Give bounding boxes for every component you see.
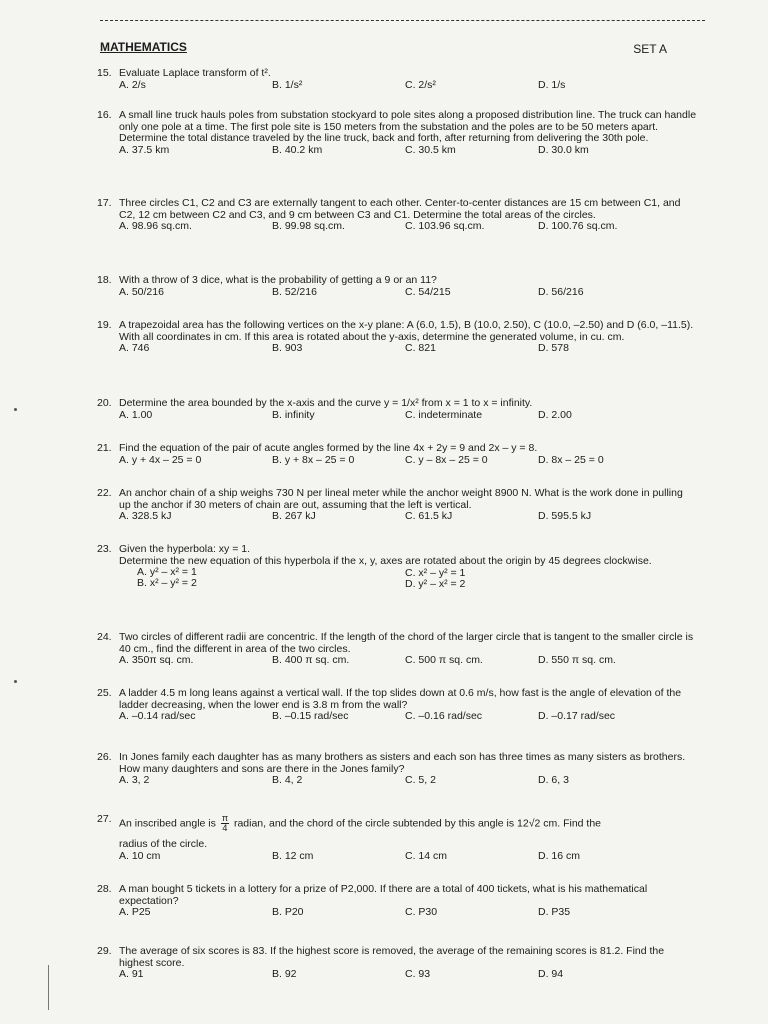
page-header [100, 40, 705, 58]
set-label: SET A [633, 42, 667, 56]
option-c: C. indeterminate [405, 408, 483, 421]
option-d: D. y² – x² = 2 [405, 578, 466, 590]
top-dashed-rule [100, 20, 705, 21]
options [119, 80, 697, 92]
option-a: A. 2/s [119, 78, 146, 91]
option-c: C. 821 [405, 342, 436, 354]
option-b: B. 92 [272, 968, 297, 980]
option-d: D. 8x – 25 = 0 [538, 453, 604, 466]
question-number: 28. [97, 883, 112, 895]
scan-speck [14, 408, 17, 411]
question-text-pre: An inscribed angle is [119, 817, 216, 830]
subject-title: MATHEMATICS [100, 40, 187, 54]
option-a: A. 50/216 [119, 285, 164, 298]
options [119, 969, 697, 981]
question-24 [97, 632, 697, 667]
question-number: 23. [97, 543, 112, 555]
options [119, 145, 697, 157]
option-b: B. 400 π sq. cm. [272, 654, 350, 666]
scan-speck [14, 680, 17, 683]
option-c: C. –0.16 rad/sec [405, 710, 483, 722]
question-text: A man bought 5 tickets in a lottery for a prize of P2,000. If there are a total of 400 tickets, what is his mathematical expectation? [119, 883, 648, 907]
option-d: D. 2.00 [538, 408, 572, 421]
option-c: C. 93 [405, 968, 431, 980]
question-text: A small line truck hauls poles from substation stockyard to pole sites along a proposed distribution line. The truck can handle only one pole at a time. The first pole site is 150 meters from the substation and the poles are to be 50 meters apart. Determine the total distance traveled by the line truck, back and forth, after returning from delivering the 30th pole. [119, 109, 697, 144]
option-a: A. 350π sq. cm. [119, 654, 194, 666]
option-a: A. –0.14 rad/sec [119, 710, 196, 722]
option-d: D. 16 cm [538, 849, 581, 862]
option-a: A. 10 cm [119, 849, 161, 862]
option-a: A. 37.5 km [119, 143, 170, 156]
option-c: C. x² – y² = 1 [405, 567, 466, 579]
question-25 [97, 688, 697, 723]
question-27 [97, 814, 697, 863]
option-d: D. 550 π sq. cm. [538, 654, 616, 666]
question-text: An anchor chain of a ship weighs 730 N per lineal meter while the anchor weight 8900 N. What is the work done in pulling up the anchor if 30 meters of chain are out, assuming that the left is vertical. [119, 487, 683, 511]
scan-margin-line [48, 965, 49, 1010]
option-a: A. 91 [119, 968, 144, 980]
options [119, 775, 697, 787]
options [119, 410, 697, 422]
question-number: 17. [97, 197, 112, 209]
option-d: D. 1/s [538, 78, 566, 91]
option-b: B. P20 [272, 906, 304, 918]
option-c: C. P30 [405, 906, 438, 918]
question-text: A trapezoidal area has the following vertices on the x-y plane: A (6.0, 1.5), B (10.0, 2.50), C (10.0, –2.50) and D (6.0, –11.5). With all coordinates in cm. If this area is rotated about the y-axis, determine the generated volume, in cu. cm. [119, 319, 694, 343]
option-b: B. infinity [272, 408, 315, 421]
option-a: A. 746 [119, 342, 150, 354]
question-text-continued: Determine the new equation of this hyperbola if the x, y, axes are rotated about the origin by 45 degrees clockwise. [119, 554, 652, 567]
option-c: C. 30.5 km [405, 143, 456, 156]
options [119, 343, 697, 355]
question-19 [97, 320, 697, 355]
question-number: 18. [97, 274, 112, 286]
options [119, 221, 697, 233]
question-29 [97, 946, 697, 981]
option-c: C. 103.96 sq.cm. [405, 220, 485, 232]
question-text: The average of six scores is 83. If the highest score is removed, the average of the remaining scores is 81.2. Find the highest score. [119, 945, 665, 969]
options [119, 907, 697, 919]
options [119, 455, 697, 467]
option-c: C. 2/s² [405, 78, 436, 91]
option-b: B. x² – y² = 2 [137, 577, 197, 589]
options [119, 287, 697, 299]
option-b: B. 903 [272, 342, 303, 354]
option-b: B. –0.15 rad/sec [272, 710, 349, 722]
options [137, 567, 697, 589]
question-15 [97, 68, 697, 92]
question-text: With a throw of 3 dice, what is the probability of getting a 9 or an 11? [119, 274, 437, 286]
option-c: C. 500 π sq. cm. [405, 654, 483, 666]
options [119, 511, 697, 523]
question-number: 25. [97, 687, 112, 699]
option-a: A. 3, 2 [119, 774, 150, 786]
option-b: B. 40.2 km [272, 143, 323, 156]
question-23 [97, 544, 697, 589]
option-a: A. y + 4x – 25 = 0 [119, 453, 202, 466]
question-28 [97, 884, 697, 919]
option-d: D. 595.5 kJ [538, 510, 592, 522]
question-number: 21. [97, 442, 112, 454]
option-d: D. 30.0 km [538, 143, 589, 156]
question-text: Two circles of different radii are concentric. If the length of the chord of the larger circle that is tangent to the smaller circle is 40 cm., find the different in area of the two circles. [119, 631, 694, 655]
question-number: 16. [97, 109, 112, 121]
options [119, 655, 697, 667]
question-text: In Jones family each daughter has as many brothers as sisters and each son has three times as many sisters as brothers. How many daughters and sons are there in the Jones family? [119, 751, 686, 775]
question-18 [97, 275, 697, 299]
options [119, 851, 697, 863]
question-text: A ladder 4.5 m long leans against a vertical wall. If the top slides down at 0.6 m/s, how fast is the angle of elevation of the ladder decreasing, when the lower end is 3.8 m from the wall? [119, 687, 682, 711]
option-b: B. 52/216 [272, 285, 317, 298]
option-c: C. 61.5 kJ [405, 510, 453, 522]
options [119, 711, 697, 723]
option-b: B. 1/s² [272, 78, 303, 91]
option-c: C. 5, 2 [405, 774, 436, 786]
option-b: B. 99.98 sq.cm. [272, 220, 345, 232]
question-text: Given the hyperbola: xy = 1. [119, 543, 251, 555]
option-d: D. 56/216 [538, 285, 584, 298]
option-b: B. 12 cm [272, 849, 314, 862]
question-text-post: radian, and the chord of the circle subtended by this angle is 12√2 cm. Find the [233, 817, 602, 830]
question-number: 20. [97, 397, 112, 409]
question-number: 26. [97, 751, 112, 763]
option-d: D. 578 [538, 342, 569, 354]
question-20 [97, 398, 697, 422]
option-a: A. y² – x² = 1 [137, 566, 197, 578]
option-b: B. y + 8x – 25 = 0 [272, 453, 355, 466]
question-number: 22. [97, 487, 112, 499]
fraction-pi-over-4: $\frac{\pi}{4}$ [221, 813, 229, 833]
option-c: C. 54/215 [405, 285, 451, 298]
question-number: 15. [97, 67, 112, 79]
question-16 [97, 110, 697, 157]
option-c: C. y – 8x – 25 = 0 [405, 453, 488, 466]
option-a: A. P25 [119, 906, 151, 918]
question-26 [97, 752, 697, 787]
question-17 [97, 198, 697, 233]
option-a: A. 98.96 sq.cm. [119, 220, 192, 232]
option-d: D. 6, 3 [538, 774, 569, 786]
option-d: D. P35 [538, 906, 571, 918]
option-d: D. –0.17 rad/sec [538, 710, 616, 722]
option-c: C. 14 cm [405, 849, 448, 862]
question-22 [97, 488, 697, 523]
option-a: A. 1.00 [119, 408, 153, 421]
question-21 [97, 443, 697, 467]
question-text: Evaluate Laplace transform of t². [119, 67, 271, 79]
option-d: D. 100.76 sq.cm. [538, 220, 618, 232]
option-d: D. 94 [538, 968, 564, 980]
option-a: A. 328.5 kJ [119, 510, 172, 522]
question-text: Three circles C1, C2 and C3 are externally tangent to each other. Center-to-center distances are 15 cm between C1, and C2, 12 cm between C2 and C3, and 9 cm between C3 and C1. Determine the total areas of the circles. [119, 197, 681, 221]
question-text: Determine the area bounded by the x-axis and the curve y = 1/x² from x = 1 to x = infinity. [119, 397, 533, 409]
question-number: 19. [97, 319, 112, 331]
option-b: B. 4, 2 [272, 774, 303, 786]
option-b: B. 267 kJ [272, 510, 316, 522]
question-text: Find the equation of the pair of acute angles formed by the line 4x + 2y = 9 and 2x – y = 8. [119, 442, 538, 454]
question-number: 24. [97, 631, 112, 643]
question-text-continued: radius of the circle. [119, 838, 208, 850]
question-number: 27. [97, 813, 112, 825]
question-number: 29. [97, 945, 112, 957]
